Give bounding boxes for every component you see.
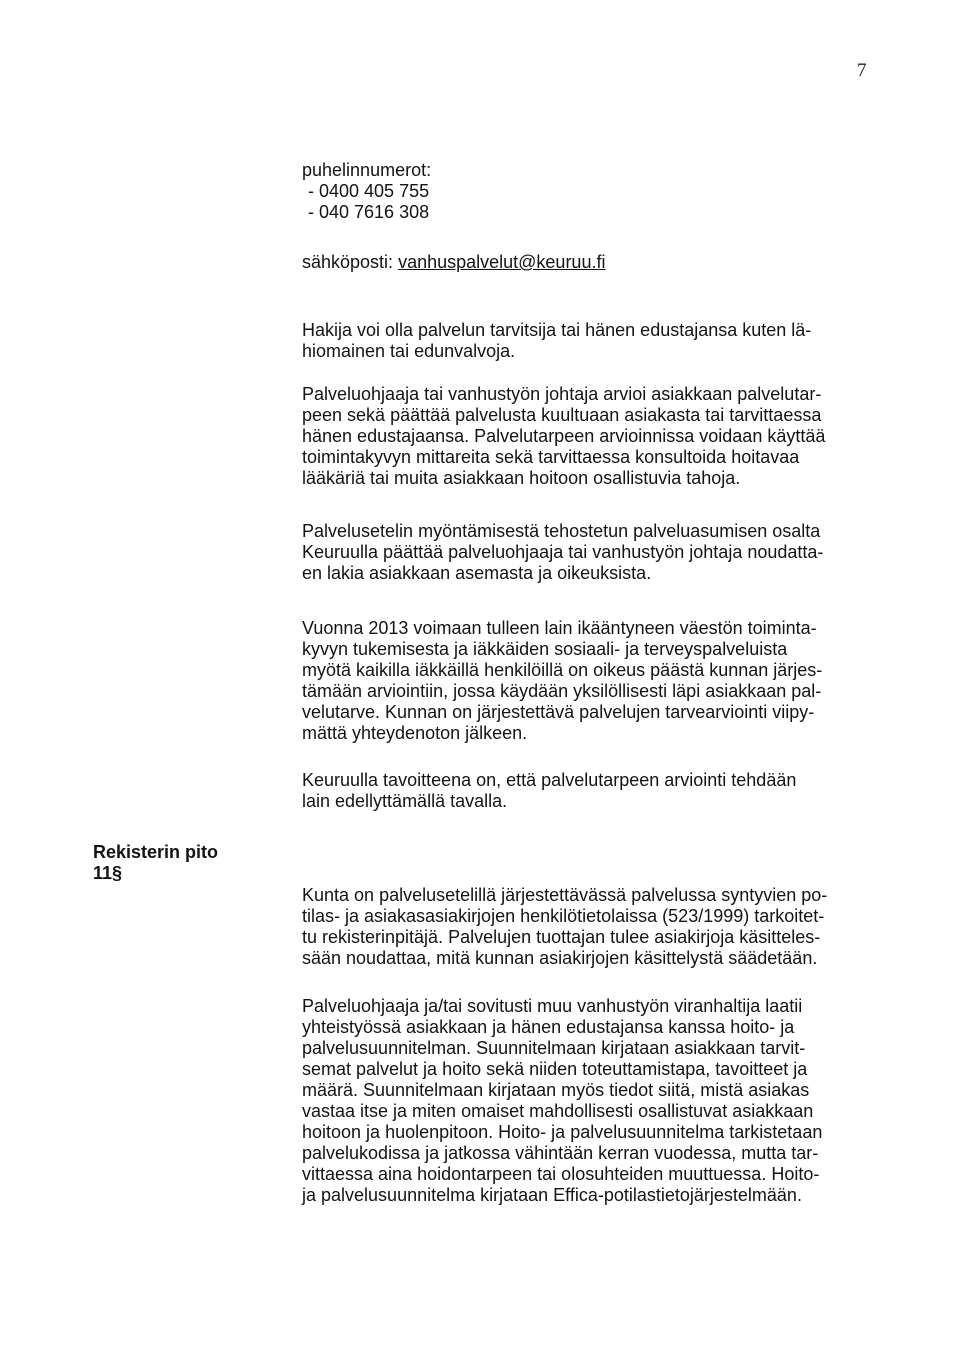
paragraph-applicant: [302, 320, 882, 362]
text-line: yhteistyössä asiakkaan ja hänen edustajansa kanssa hoito- ja: [302, 1017, 795, 1037]
text-line: lääkäriä tai muita asiakkaan hoitoon osallistuvia tahoja.: [302, 468, 741, 488]
contact-info: [302, 160, 882, 273]
text-line: lain edellyttämällä tavalla.: [302, 791, 508, 811]
text-line: mättä yhteydenoton jälkeen.: [302, 723, 528, 743]
email-line: [302, 252, 882, 273]
text-line: Keuruulla päättää palveluohjaaja tai vanhustyön johtaja noudatta-: [302, 542, 824, 562]
text-line: hiomainen tai edunvalvoja.: [302, 341, 516, 361]
text-line: sään noudattaa, mitä kunnan asiakirjojen käsittelystä säädetään.: [302, 948, 818, 968]
paragraph-goal: [302, 770, 882, 812]
email-label: sähköposti:: [302, 252, 399, 272]
section-title: Rekisterin pito: [93, 842, 219, 862]
page-number: 7: [857, 60, 867, 81]
phones-label: puhelinnumerot:: [302, 160, 432, 180]
text-line: tämään arviointiin, jossa käydään yksilöllisesti läpi asiakkaan pal-: [302, 681, 822, 701]
text-line: toimintakyvyn mittareita sekä tarvittaessa konsultoida hoitavaa: [302, 447, 800, 467]
text-line: Palvelusetelin myöntämisestä tehostetun palveluasumisen osalta: [302, 521, 821, 541]
paragraph-care-plan: [302, 996, 882, 1206]
phone-number: - 0400 405 755: [308, 181, 430, 201]
text-line: peen sekä päättää palvelusta kuultuaan asiakasta tai tarvittaessa: [302, 405, 822, 425]
text-line: Vuonna 2013 voimaan tulleen lain ikääntyneen väestön toiminta-: [302, 618, 817, 638]
text-line: tilas- ja asiakasasiakirjojen henkilötietolaissa (523/1999) tarkoitet-: [302, 906, 825, 926]
text-line: tu rekisterinpitäjä. Palvelujen tuottajan tulee asiakirjoja käsitteles-: [302, 927, 821, 947]
text-line: Palveluohjaaja ja/tai sovitusti muu vanhustyön viranhaltija laatii: [302, 996, 803, 1016]
text-line: vastaa itse ja miten omaiset mahdollisesti osallistuvat asiakkaan: [302, 1101, 814, 1121]
text-line: myötä kaikilla iäkkäillä henkilöillä on oikeus päästä kunnan järjes-: [302, 660, 823, 680]
paragraph-voucher-decision: [302, 521, 882, 584]
section-number: 11§: [93, 863, 123, 883]
text-line: palvelusuunnitelman. Suunnitelmaan kirjataan asiakkaan tarvit-: [302, 1038, 806, 1058]
text-line: ja palvelusuunnitelma kirjataan Effica-potilastietojärjestelmään.: [302, 1185, 802, 1205]
text-line: Keuruulla tavoitteena on, että palvelutarpeen arviointi tehdään: [302, 770, 797, 790]
paragraph-assessment: [302, 384, 882, 489]
email-link[interactable]: vanhuspalvelut@keuruu.fi: [398, 252, 606, 272]
phone-number: - 040 7616 308: [308, 202, 430, 222]
text-line: määrä. Suunnitelmaan kirjataan myös tiedot siitä, mistä asiakas: [302, 1080, 810, 1100]
text-line: Hakija voi olla palvelun tarvitsija tai hänen edustajansa kuten lä-: [302, 320, 812, 340]
paragraph-law-2013: [302, 618, 882, 744]
section-heading: [93, 842, 218, 884]
text-line: en lakia asiakkaan asemasta ja oikeuksista.: [302, 563, 652, 583]
text-line: hänen edustajaansa. Palvelutarpeen arvioinnissa voidaan käyttää: [302, 426, 826, 446]
text-line: vittaessa aina hoidontarpeen tai olosuhteiden muuttuessa. Hoito-: [302, 1164, 820, 1184]
text-line: semat palvelut ja hoito sekä niiden toteuttamistapa, tavoitteet ja: [302, 1059, 808, 1079]
paragraph-registry: [302, 885, 882, 969]
text-line: Palveluohjaaja tai vanhustyön johtaja arvioi asiakkaan palvelutar-: [302, 384, 822, 404]
text-line: Kunta on palvelusetelillä järjestettävässä palvelussa syntyvien po-: [302, 885, 828, 905]
text-line: hoitoon ja huolenpitoon. Hoito- ja palvelusuunnitelma tarkistetaan: [302, 1122, 823, 1142]
text-line: palvelukodissa ja jatkossa vähintään kerran vuodessa, mutta tar-: [302, 1143, 819, 1163]
text-line: velutarve. Kunnan on järjestettävä palvelujen tarvearviointi viipy-: [302, 702, 815, 722]
text-line: kyvyn tukemisesta ja iäkkäiden sosiaali- ja terveyspalveluista: [302, 639, 788, 659]
